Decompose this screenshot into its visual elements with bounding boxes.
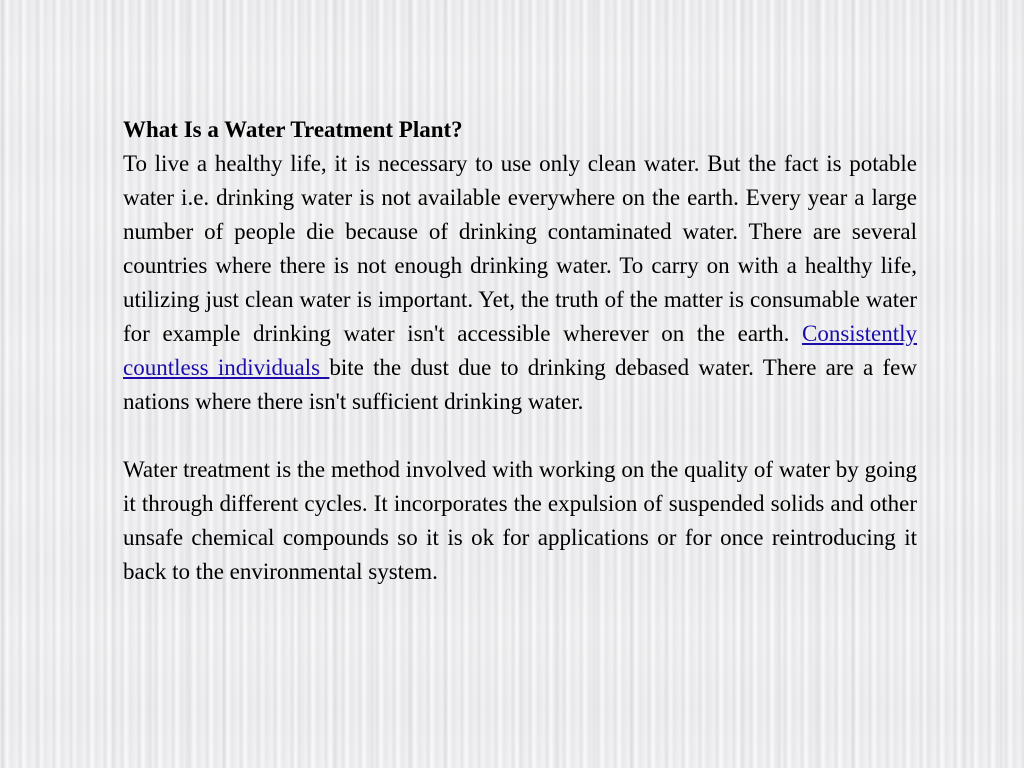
paragraph-1-text-after-link: bite the dust due to drinking debased water. There are a few nations where there isn't sufficient drinking water. <box>123 355 917 414</box>
paragraph-1 <box>123 147 917 419</box>
paragraph-2: Water treatment is the method involved with working on the quality of water by going it through different cycles. It incorporates the expulsion of suspended solids and other unsafe chemical compounds so it is ok for applications or for once reintroducing it back to the environmental system. <box>123 457 917 584</box>
paragraph-spacer <box>123 419 917 453</box>
article-body <box>123 113 917 589</box>
article-heading: What Is a Water Treatment Plant? <box>123 117 463 142</box>
paragraph-1-text-before-link: To live a healthy life, it is necessary to use only clean water. But the fact is potable water i.e. drinking water is not available everywhere on the earth. Every year a large number of people die because of drinking contaminated water. There are several countries where there is not enough drinking water. To carry on with a healthy life, utilizing just clean water is important. Yet, the truth of the matter is consumable water for example drinking water isn't accessible wherever on the earth. <box>123 151 917 346</box>
countless-individuals-link[interactable]: Consistently countless individuals <box>123 321 917 380</box>
